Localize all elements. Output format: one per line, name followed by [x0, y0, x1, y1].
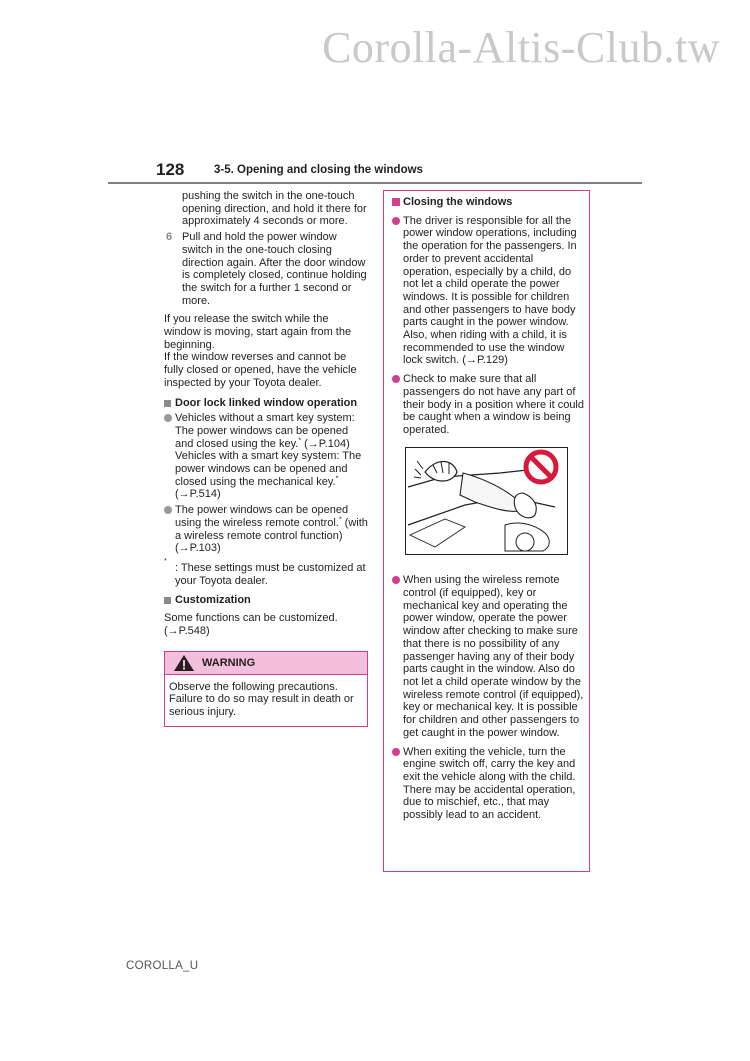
- footer-label: COROLLA_U: [126, 960, 199, 972]
- asterisk: *: [338, 516, 342, 524]
- page-reference[interactable]: (with a wireless remote control function) (→P.103): [175, 516, 368, 555]
- subheading-text: Door lock linked window operation: [175, 396, 358, 409]
- section-title: 3-5. Opening and closing the windows: [214, 164, 423, 176]
- warning-header: [165, 652, 367, 675]
- circle-bullet-icon: [392, 375, 400, 383]
- header-divider: [108, 182, 642, 184]
- square-bullet-icon: [164, 400, 171, 407]
- warning-title: WARNING: [202, 656, 256, 669]
- circle-bullet-icon: [164, 506, 172, 514]
- page-header: [108, 160, 642, 184]
- left-column: [164, 190, 368, 727]
- page-reference[interactable]: (→P.104): [304, 437, 350, 450]
- bullet-text: Vehicles with a smart key system: The power windows can be opened and closed using the mechanical key.: [175, 450, 362, 488]
- footnote: * : These settings must be customized at your Toyota dealer.: [164, 557, 366, 587]
- list-item: [164, 412, 368, 501]
- customization-text: Some functions can be customized. (→P.548): [164, 612, 338, 637]
- step-continuation: pushing the switch in the one-touch opening direction, and hold it there for approximately 4 seconds or more.: [182, 190, 367, 228]
- step-text: Pull and hold the power window switch in the one-touch closing direction again. After the door window is completely closed, continue holding the switch for a further 1 second or more.: [182, 231, 367, 307]
- subheading-text: Closing the windows: [403, 196, 513, 208]
- subheading-text: Customization: [175, 594, 251, 607]
- warning-triangle-icon: [173, 654, 195, 672]
- square-bullet-icon: [392, 198, 400, 206]
- watermark: Corolla-Altis-Club.tw: [322, 23, 720, 72]
- bullet-text: When using the wireless remote control (if equipped), key or mechanical key and operating the power window, operate the power window after checking to make sure that there is no possibility of any passenger having any of their body parts caught in the window. Also do not let a child operate window by the wireless remote control (if equipped), key or mechanical key. It is possible for children and other passengers to get caught in the power window.: [403, 574, 584, 739]
- bullet-text: The power windows can be opened using the wireless remote control.: [175, 504, 349, 529]
- bullet-text: Check to make sure that all passengers do not have any part of their body in a position where it could be caught when a window is being operated.: [403, 373, 584, 436]
- warning-box: [164, 651, 368, 727]
- bullet-text: Vehicles without a smart key system: The power windows can be opened and closed using the key.: [175, 412, 355, 450]
- circle-bullet-icon: [164, 414, 172, 422]
- subheading-customization: [164, 594, 368, 607]
- page-number: 128: [156, 160, 185, 179]
- asterisk: *: [335, 475, 339, 483]
- list-item: [392, 574, 585, 739]
- circle-bullet-icon: [392, 217, 400, 225]
- asterisk: *: [298, 437, 302, 444]
- warning-continuation-box: [383, 190, 590, 872]
- step-6: [164, 231, 368, 307]
- circle-bullet-icon: [392, 748, 400, 756]
- list-item: [392, 215, 585, 367]
- square-bullet-icon: [164, 597, 171, 604]
- step-number: 6: [166, 231, 173, 244]
- bullet-text: The driver is responsible for all the power window operations, including the operation for the passengers. In order to prevent accidental operation, especially by a child, do not let a child operate the power windows. It is possible for children and other passengers to have body parts caught in the power window. Also, when riding with a child, it is recommended to use the window lock switch. (→P.129): [403, 214, 577, 367]
- footnote-text: : These settings must be customized at your Toyota dealer.: [175, 561, 366, 587]
- paragraph: If the window reverses and cannot be fully closed or opened, have the vehicle inspected by your Toyota dealer.: [164, 351, 357, 389]
- subheading-closing-windows: [392, 196, 585, 209]
- bullet-text: When exiting the vehicle, turn the engine switch off, carry the key and exit the vehicle along with the child. There may be accidental operation, due to mischief, etc., that may possibly lead to an accident.: [403, 745, 576, 822]
- window-pinch-hazard-illustration: [405, 447, 568, 555]
- paragraph: If you release the switch while the window is moving, start again from the beginning.: [164, 313, 352, 351]
- warning-text: Observe the following precautions. Failure to do so may result in death or serious injury.: [169, 680, 354, 718]
- subheading-door-lock: [164, 397, 368, 410]
- page-reference[interactable]: (→P.514): [175, 488, 221, 501]
- list-item: [392, 746, 585, 822]
- circle-bullet-icon: [392, 576, 400, 584]
- list-item: [392, 373, 585, 437]
- list-item: [164, 504, 368, 555]
